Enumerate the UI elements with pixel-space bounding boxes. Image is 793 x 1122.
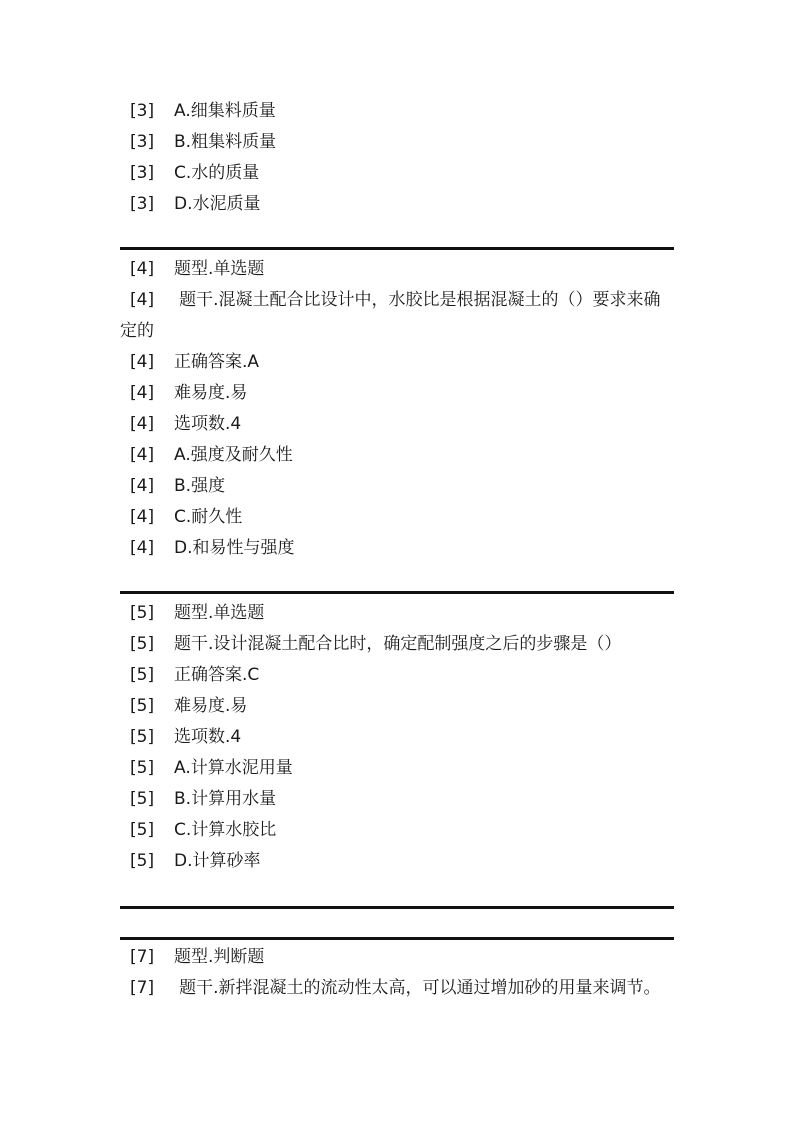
correct-answer: 正确答案.A — [174, 352, 260, 372]
option-row — [120, 784, 674, 815]
question-number: [3] — [130, 194, 155, 214]
question-stem-row — [120, 285, 674, 347]
question-number: [4] — [130, 414, 155, 434]
option-row — [120, 189, 674, 220]
option-row — [120, 533, 674, 564]
difficulty: 难易度.易 — [174, 383, 248, 403]
option-row — [120, 440, 674, 471]
question-4 — [120, 254, 674, 564]
option-text: C.水的质量 — [174, 163, 260, 183]
question-number: [7] — [130, 947, 155, 967]
question-type-row — [120, 598, 674, 629]
question-number: [5] — [130, 851, 155, 871]
option-row — [120, 815, 674, 846]
question-type-row — [120, 942, 674, 973]
question-number: [4] — [130, 352, 155, 372]
option-row — [120, 753, 674, 784]
answer-row — [120, 347, 674, 378]
correct-answer: 正确答案.C — [174, 665, 260, 685]
option-row — [120, 502, 674, 533]
question-stem: 题干.新拌混凝土的流动性太高，可以通过增加砂的用量来调节。 — [179, 978, 661, 998]
question-number: [4] — [130, 383, 155, 403]
question-type-row — [120, 254, 674, 285]
option-text: A.细集料质量 — [174, 101, 276, 121]
option-text: D.水泥质量 — [174, 194, 261, 214]
question-type: 题型.单选题 — [174, 259, 265, 279]
question-number: [5] — [130, 603, 155, 623]
question-number: [5] — [130, 634, 155, 654]
question-5 — [120, 598, 674, 877]
option-text: A.计算水泥用量 — [174, 758, 293, 778]
option-row — [120, 96, 674, 127]
question-number: [4] — [130, 445, 155, 465]
question-number: [5] — [130, 696, 155, 716]
option-text: B.计算用水量 — [174, 789, 277, 809]
question-stem: 题干.设计混凝土配合比时，确定配制强度之后的步骤是（） — [174, 634, 622, 654]
option-count: 选项数.4 — [174, 727, 242, 747]
question-number: [4] — [130, 259, 155, 279]
option-text: D.和易性与强度 — [174, 538, 295, 558]
option-text: D.计算砂率 — [174, 851, 261, 871]
option-row — [120, 846, 674, 877]
question-number: [3] — [130, 163, 155, 183]
difficulty: 难易度.易 — [174, 696, 248, 716]
question-3-options — [120, 96, 674, 220]
option-text: C.计算水胶比 — [174, 820, 277, 840]
option-row — [120, 127, 674, 158]
question-number: [4] — [130, 290, 155, 310]
question-type: 题型.判断题 — [174, 947, 265, 967]
question-7 — [120, 942, 674, 1004]
option-count: 选项数.4 — [174, 414, 242, 434]
question-number: [3] — [130, 132, 155, 152]
question-number: [5] — [130, 758, 155, 778]
question-number: [5] — [130, 727, 155, 747]
difficulty-row — [120, 691, 674, 722]
question-number: [7] — [130, 978, 155, 998]
question-number: [3] — [130, 101, 155, 121]
question-stem: 题干.混凝土配合比设计中，水胶比是根据混凝土的（）要求来确定的 — [120, 290, 661, 341]
question-type: 题型.单选题 — [174, 603, 265, 623]
question-stem-row — [120, 973, 674, 1004]
option-text: B.强度 — [174, 476, 226, 496]
question-number: [5] — [130, 665, 155, 685]
option-text: C.耐久性 — [174, 507, 243, 527]
question-number: [5] — [130, 789, 155, 809]
question-number: [4] — [130, 538, 155, 558]
document-page — [120, 96, 674, 1004]
option-text: B.粗集料质量 — [174, 132, 277, 152]
option-row — [120, 158, 674, 189]
answer-row — [120, 660, 674, 691]
difficulty-row — [120, 378, 674, 409]
question-number: [4] — [130, 476, 155, 496]
option-count-row — [120, 722, 674, 753]
question-stem-row — [120, 629, 674, 660]
question-number: [4] — [130, 507, 155, 527]
question-number: [5] — [130, 820, 155, 840]
option-row — [120, 471, 674, 502]
option-text: A.强度及耐久性 — [174, 445, 293, 465]
option-count-row — [120, 409, 674, 440]
